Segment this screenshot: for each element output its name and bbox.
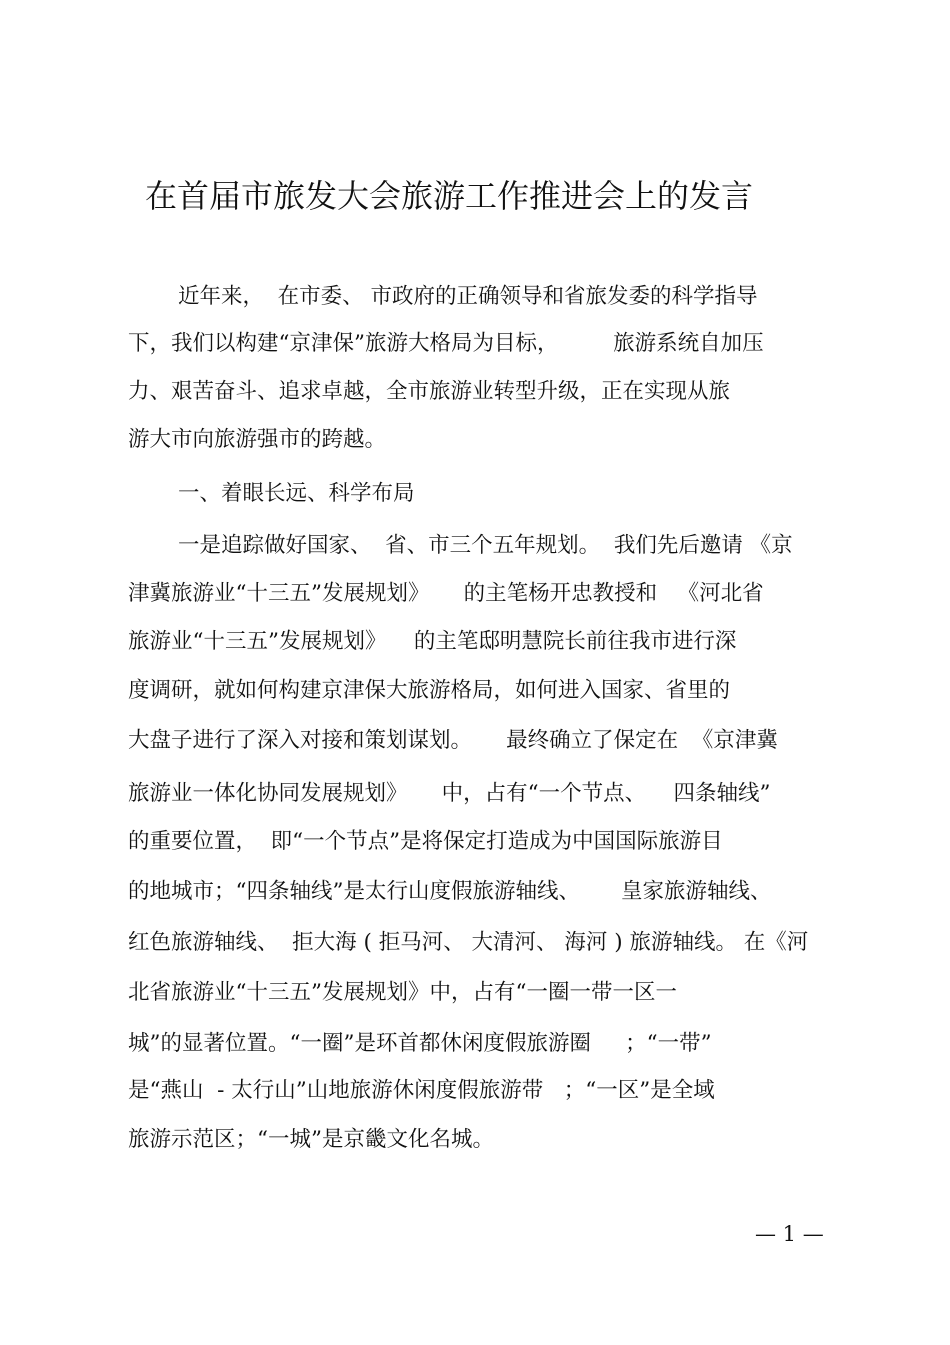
paragraph-line: 一是追踪做好国家、 省、市三个五年规划。 我们先后邀请 《京 [178, 533, 793, 558]
paragraph-line: 旅游业一体化协同发展规划》 中，占有“一个节点、 四条轴线” [128, 781, 771, 806]
paragraph-line: 度调研，就如何构建京津保大旅游格局，如何进入国家、省里的 [128, 678, 731, 703]
paragraph-line: 北省旅游业“十三五”发展规划》中，占有“一圈一带一区一 [128, 980, 677, 1005]
paragraph-line: 力、艰苦奋斗、追求卓越，全市旅游业转型升级，正在实现从旅 [128, 379, 731, 404]
paragraph-line: 旅游业“十三五”发展规划》 的主笔邸明慧院长前往我市进行深 [128, 629, 737, 654]
paragraph-line: 城”的显著位置。“一圈”是环首都休闲度假旅游圈 ；“一带” [128, 1031, 712, 1056]
paragraph-line: 红色旅游轴线、 拒大海 ( 拒马河、 大清河、 海河 ) 旅游轴线。 在《河 [128, 930, 809, 955]
paragraph-line: 下，我们以构建“京津保”旅游大格局为目标， 旅游系统自加压 [128, 331, 764, 356]
paragraph-line: 是“燕山 - 太行山”山地旅游休闲度假旅游带 ；“一区”是全域 [128, 1078, 715, 1103]
paragraph-line: 游大市向旅游强市的跨越。 [128, 427, 387, 452]
paragraph-line: 的重要位置， 即“一个节点”是将保定打造成为中国国际旅游目 [128, 829, 723, 854]
paragraph-line: 大盘子进行了深入对接和策划谋划。 最终确立了保定在 《京津冀 [128, 728, 778, 753]
page-number: — 1 — [755, 1222, 824, 1246]
paragraph-line: 旅游示范区；“一城”是京畿文化名城。 [128, 1127, 494, 1152]
section-heading: 一、着眼长远、科学布局 [178, 481, 415, 506]
paragraph-line: 津冀旅游业“十三五”发展规划》 的主笔杨开忠教授和 《河北省 [128, 581, 764, 606]
page-title: 在首届市旅发大会旅游工作推进会上的发言 [145, 177, 754, 215]
paragraph-line: 近年来， 在市委、 市政府的正确领导和省旅发委的科学指导 [178, 284, 758, 309]
paragraph-line: 的地城市；“四条轴线”是太行山度假旅游轴线、 皇家旅游轴线、 [128, 879, 772, 904]
